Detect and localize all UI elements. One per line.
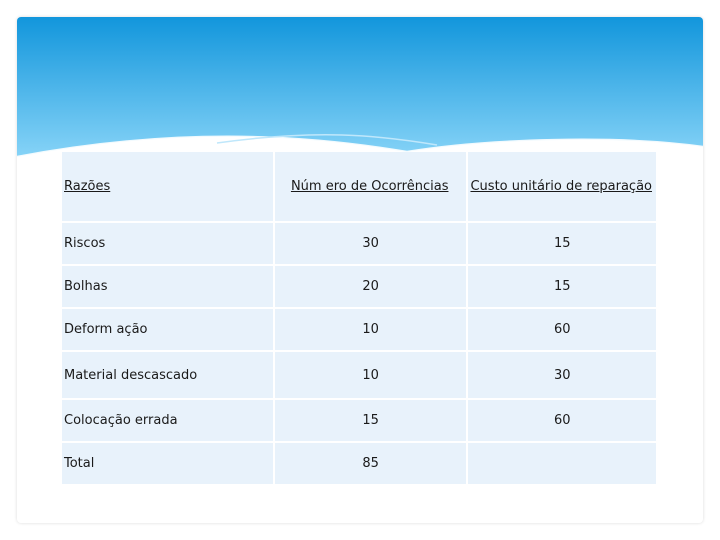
table-cell-unit-cost: 15: [468, 266, 656, 307]
table-cell-occurrences: 10: [275, 309, 467, 350]
header-cell-unit-cost: Custo unitário de reparação: [468, 152, 656, 221]
table-cell-occurrences: 10: [275, 352, 467, 398]
table-cell-occurrences: 30: [275, 223, 467, 264]
table-cell-occurrences: 20: [275, 266, 467, 307]
table-cell-reason: Bolhas: [62, 266, 273, 307]
slide: [17, 17, 703, 523]
table-row: [62, 352, 656, 398]
table-row: [62, 309, 656, 350]
table-cell-unit-cost: 60: [468, 400, 656, 441]
table-total-row: [62, 443, 656, 484]
table-cell-occurrences: 15: [275, 400, 467, 441]
table-header-row: [62, 152, 656, 221]
table-cell-unit-cost: 60: [468, 309, 656, 350]
table-cell-total-occurrences: 85: [275, 443, 467, 484]
table-cell-reason: Material descascado: [62, 352, 273, 398]
table-cell-unit-cost: 15: [468, 223, 656, 264]
header-cell-reasons: Razões: [62, 152, 273, 221]
table-cell-total-label: Total: [62, 443, 273, 484]
table-row: [62, 266, 656, 307]
repair-cost-table: [60, 150, 658, 486]
table-cell-reason: Deform ação: [62, 309, 273, 350]
table-cell-reason: Colocação errada: [62, 400, 273, 441]
table-cell-reason: Riscos: [62, 223, 273, 264]
table-row: [62, 400, 656, 441]
table-cell-total-unit-cost: [468, 443, 656, 484]
table-row: [62, 223, 656, 264]
header-cell-occurrences: Núm ero de Ocorrências: [275, 152, 467, 221]
table-cell-unit-cost: 30: [468, 352, 656, 398]
